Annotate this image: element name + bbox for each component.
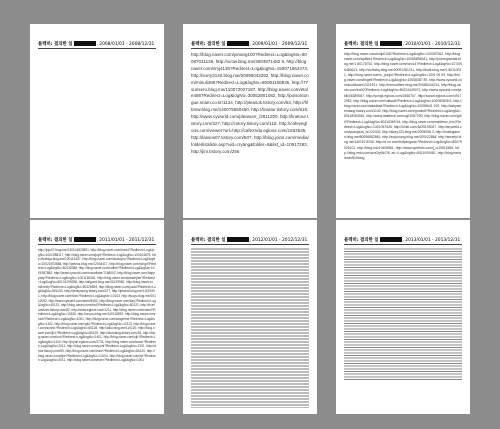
header-rule (344, 244, 462, 245)
header-prefix: 블렉히: 결의한 일 (38, 238, 73, 243)
header-range: , 2010/01/01 - 2010/12/31 (402, 42, 461, 47)
header-rule (38, 48, 156, 49)
header-prefix: 블렉히: 결의한 일 (191, 42, 226, 47)
page-body: http://blog.naver.com/solip0108?Redirect=Log&logNo=100097062, http://blog.naver.com/wjdtkd4 Redirect=Log&logNo=10085896341, http://pomegranate.blog.me/1 80176752, http://blog.naver.com/roro14?Redirect=Log&logNo=10 0096460613, http://vichwbq.blog.me/30091281211, http://kvdk.blog.me/1 80110021. http://blog.naver.com/n_youjui?Redirect=Log&logNo=1301 09 09. http://blog.naver.com/lingetl?Redirect=Log&logNo=10008087 89. http://www.cyworld.com/scottlower/2321921, http://minnuriberr.blog.me/20088444214, http://blog.naver.com/bn00?Redirect=Log&logNo=80224449072, http://www.cyworld.com/jaklli3/6389067, http://yongk.egloos.com/2466767, http://sarari.egloos.com/4917 2952, http://blog.naver.com/mitsuki?Redirect=Log&logNo=100080828 8, http://blog.naver.com/daksdkak?Redirect=Log&logNo=10098641 109, http://dsbyweendaug.tistory.com/1140, http://blog.naver.com/gumin8?Redirect=Log&logNo=80118083081, http://www.datelove.com/cgi/1067299, http://blog.naver.com/gnfll?Redirect=Log&logNo=80116369 54, http://blog.naver.com/matthew_kim?Redirect=Log&logNo=1401057026, http://kinki.com/4625193047, http://anyweld.com/yuanjizos_is/122402, http://story123.blog.me/2009098 3, http://hostugarsis.blog.me/80098882861, http://soyooung.blog.me/100022884, http://smartyi.blog.me/140119 8206, http://d eo.com/fullyanganic?Redirect=Log&logNo=80079926101, http://blog.me/10406961, http://www.sjvetinfo.com/j_c/10811586, http://blog.mrkl.com/a/nOrjr5b7/6, a/r:=Log&logNo=8011009081, http://blog.me/admin/8/4/blog (344, 52, 463, 161)
header-rule (191, 244, 309, 245)
page-body: http://juju07.blog.me/130104823891, http://blog.naver.com/hnoi4?Redirect=Log&logNo=1001988117, http://blog.naver.com/joye?Redirect=Log&logNo=100104876, http://babiya.blog.me/100113457, http://blog.naver.com/dooiuyou?Redirect=Log&logNo=10021903688, http://pienus.blog.me/12004417, http://blog.naver.com/ningd?Redirect=Log&logNo=80135388, http://blog.naver.com/coffee?Redirect=Log&logNo=1001987882, http://www.cyworld.com/snowflake/7188002, http://blog.naver.com/happyday?Redirect=Log&logNo=1001138481, http://blog.naver.com/peachjlee?Redirect=Log&logNo=80131299398, http://allgood.blog.me/20129960, http://blog.naver.com/lovely?Redirect=Log&logNo=80125894, http://blog.naver.com/yuuki?Redirect=Log&logNo=801100, http://deokyoung.tistory.com/227, http://ipkwok.blog.me/11021901, http://blog.naver.com/shin?Redirect=Log&logNo=10103, http://tuoyo.blog.me/20110092, http://www.cyworld.com/amin/8180, http://blog.naver.com/kay?Redirect=Log&logNo=40131, http://blog.naver.com/ddd?Redirect=Log&logNo=80121, http://ricefoodlove.tistory.com/82, http://www.egloos.com/1211, http://blog.naver.com/cheoil?Redirect=Log&logNo=10105, http://onyou.blog.me/140118992, http://blog.naver.com/nick?Redirect=Log&logNo=1001, http://blog.naver.com/tangerine?Redirect=Log&logNo=1302, http://blog.naver.com/glui?Redirect=Log&logNo=10113, http://blog.naver.com/sshnn?Redirect=Log&logNo=80128, http://aiko.blog.me/110120, http://blog.naver.com/jb1?Redirect=Log&logNo=80125, http://storsblog.tistory.com/18, http://blog.naver.com/hun?Redirect=Log&logNo=1401, http://blog.naver.com/ojh?Redirect=Log&logNo=1100, http://jupun.egloos.com/2731, http://blog.naver.com/kwon?Redirect=Log&logNo=2011, http://blog.naver.com/yumi?Redirect=Log&logNo=1301, http://amor.tistory.com/59, http://blog.naver.com/tnine?Redirect=Log&logNo=80120, http://blog.naver.com/dpe?Redirect=Log&logNo=10104, http://blog.naver.com/lcl?Redirect=Log&logNo=3011, http://blog.naver.com/ruler?Redirect=Log&logNo=1001 (38, 248, 156, 363)
page-header (38, 41, 156, 47)
redacted-bar (74, 237, 96, 242)
page-2009 (183, 24, 317, 218)
page-2012 (183, 220, 317, 414)
redacted-bar (227, 237, 249, 242)
header-rule (191, 48, 309, 49)
page-2013 (336, 220, 470, 414)
header-prefix: 블렉히: 결의한 일 (344, 238, 379, 243)
header-prefix: 블렉히: 결의한 일 (344, 42, 379, 47)
header-range: , 2009/01/01 - 2009/12/31 (249, 42, 308, 47)
redacted-bar (380, 41, 402, 46)
header-range: , 2013/01/01 - 2013/12/31 (402, 238, 461, 243)
page-header (38, 237, 156, 243)
page-header (344, 41, 462, 47)
dense-text-block (191, 248, 309, 408)
redacted-bar (227, 41, 249, 46)
page-2011 (30, 220, 164, 414)
page-header (191, 41, 309, 47)
page-body: http://blog.naver.com/pinang100?Redirect=Log&logNo=80087031136, http://victw.blog.me/3004871482 9, http://blog.naver.com/smj4136?Redirect=Log&logNo=150071862473, http://sorry3120.blog.me/20095043292, http://blog.naver.com/minuli486?Redirect=Log&logNo=80091106835, http://77sunsero.blog.me/110072027187, http://blog.naver.com/etole486?Redirect=Log&logNo=30052801082, http://poisontongue.snam.co.kr/1134, http://pleasok.tistory.com/53, http://hlbmw.blog.me/140075650450, http://liniatur.tistory.com/518, http://www.cyworld.com/pleasure_/2811200, http://linetour.tistory.com/327, http://cstory.tistory.com/118, http://cafeyegloos.com/viewer?url=http://cafe2nda.egloos.com/1593535, http://lassos07.tistory.com/507, http://blog.joins.com/media/folderlistslide.asp?uid=cryang&folder=8&list_id=10917292, http://jinr.tistory.com/256 (191, 52, 309, 154)
page-header (344, 237, 462, 243)
header-range: , 2008/01/01 - 2008/12/31 (96, 42, 155, 47)
page-2010 (336, 24, 470, 218)
redacted-bar (74, 41, 96, 46)
dense-text-block (344, 248, 462, 380)
header-prefix: 블렉히: 결의한 일 (191, 238, 226, 243)
header-range: , 2012/01/01 - 2012/12/31 (249, 238, 308, 243)
header-rule (38, 244, 156, 245)
page-2008 (30, 24, 164, 218)
redacted-bar (380, 237, 402, 242)
header-prefix: 블렉히: 결의한 일 (38, 42, 73, 47)
page-header (191, 237, 309, 243)
header-range: , 2011/01/01 - 2011/12/31 (96, 238, 155, 243)
header-rule (344, 48, 462, 49)
